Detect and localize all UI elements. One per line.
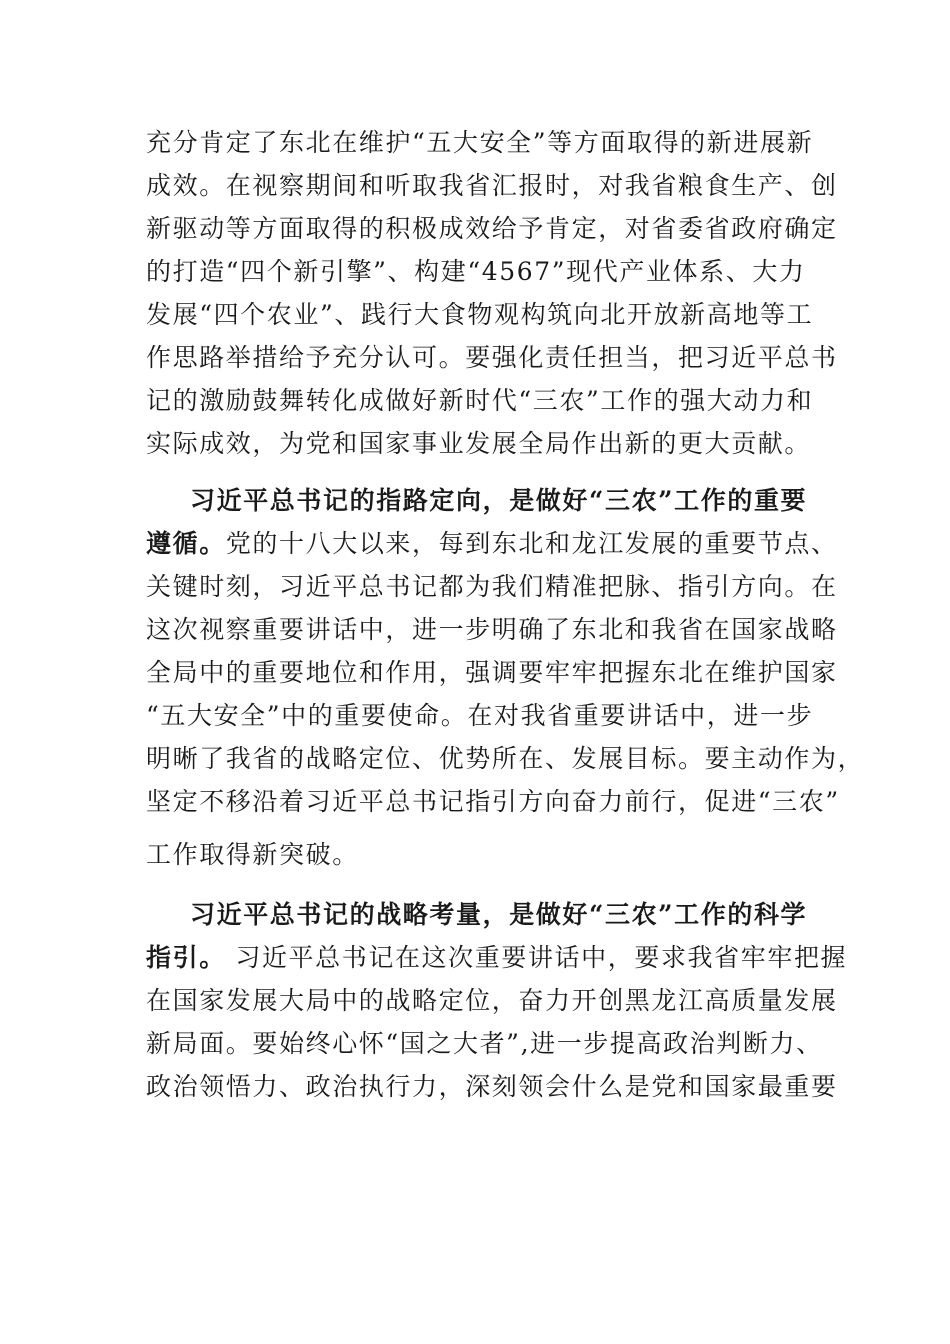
para1-line-3: 新驱动等方面取得的积极成效给予肯定，对省委省政府确定 (146, 214, 838, 243)
para3-line-5: 政治领悟力、政治执行力，深刻领会什么是党和国家最重要 (146, 1072, 838, 1101)
para2-line-6: “五大安全”中的重要使命。在对我省重要讲话中，进一步 (146, 701, 814, 730)
para2-line-3: 关键时刻，习近平总书记都为我们精准把脉、指引方向。在 (146, 572, 838, 601)
para3-line-4: 新局面。要始终心怀“国之大者”,进一步提高政治判断力、 (146, 1029, 823, 1058)
para1-line-5: 发展“四个农业”、践行大食物观构筑向北开放新高地等工 (146, 300, 814, 329)
para3-line-2-text: 习近平总书记在这次重要讲话中，要求我省牢牢把握 (225, 943, 848, 972)
para3-line-2 (146, 943, 848, 973)
para1-line-4: 的打造“四个新引擎”、构建“4567”现代产业体系、大力 (146, 257, 806, 286)
para2-heading-line-2: 遵循。 (146, 529, 226, 558)
para2-line-9: 工作取得新突破。 (146, 840, 359, 869)
para1-line-6: 作思路举措给予充分认可。要强化责任担当，把习近平总书 (146, 343, 838, 372)
para1-line-8: 实际成效，为党和国家事业发展全局作出新的更大贡献。 (146, 429, 812, 458)
para2-heading-line-1: 习近平总书记的指路定向，是做好“三农”工作的重要 (190, 486, 808, 515)
para2-line-5: 全局中的重要地位和作用，强调要牢牢把握东北在维护国家 (146, 658, 838, 687)
para2-line-7: 明晰了我省的战略定位、优势所在、发展目标。要主动作为， (146, 744, 865, 773)
para2-line-8: 坚定不移沿着习近平总书记指引方向奋力前行，促进“三农” (146, 787, 840, 816)
para1-line-7: 记的激励鼓舞转化成做好新时代“三农”工作的强大动力和 (146, 386, 814, 415)
para1-line-2: 成效。在视察期间和听取我省汇报时，对我省粮食生产、创 (146, 171, 838, 200)
para3-heading-line-2: 指引。 (146, 943, 226, 972)
para2-line-2 (146, 529, 838, 559)
para3-line-3: 在国家发展大局中的战略定位，奋力开创黑龙江高质量发展 (146, 986, 838, 1015)
para3-heading-line-1: 习近平总书记的战略考量，是做好“三农”工作的科学 (190, 900, 808, 929)
para2-line-4: 这次视察重要讲话中，进一步明确了东北和我省在国家战略 (146, 615, 838, 644)
para2-line-2-text: 党的十八大以来，每到东北和龙江发展的重要节点、 (225, 529, 838, 558)
para1-line-1: 充分肯定了东北在维护“五大安全”等方面取得的新进展新 (146, 128, 814, 157)
